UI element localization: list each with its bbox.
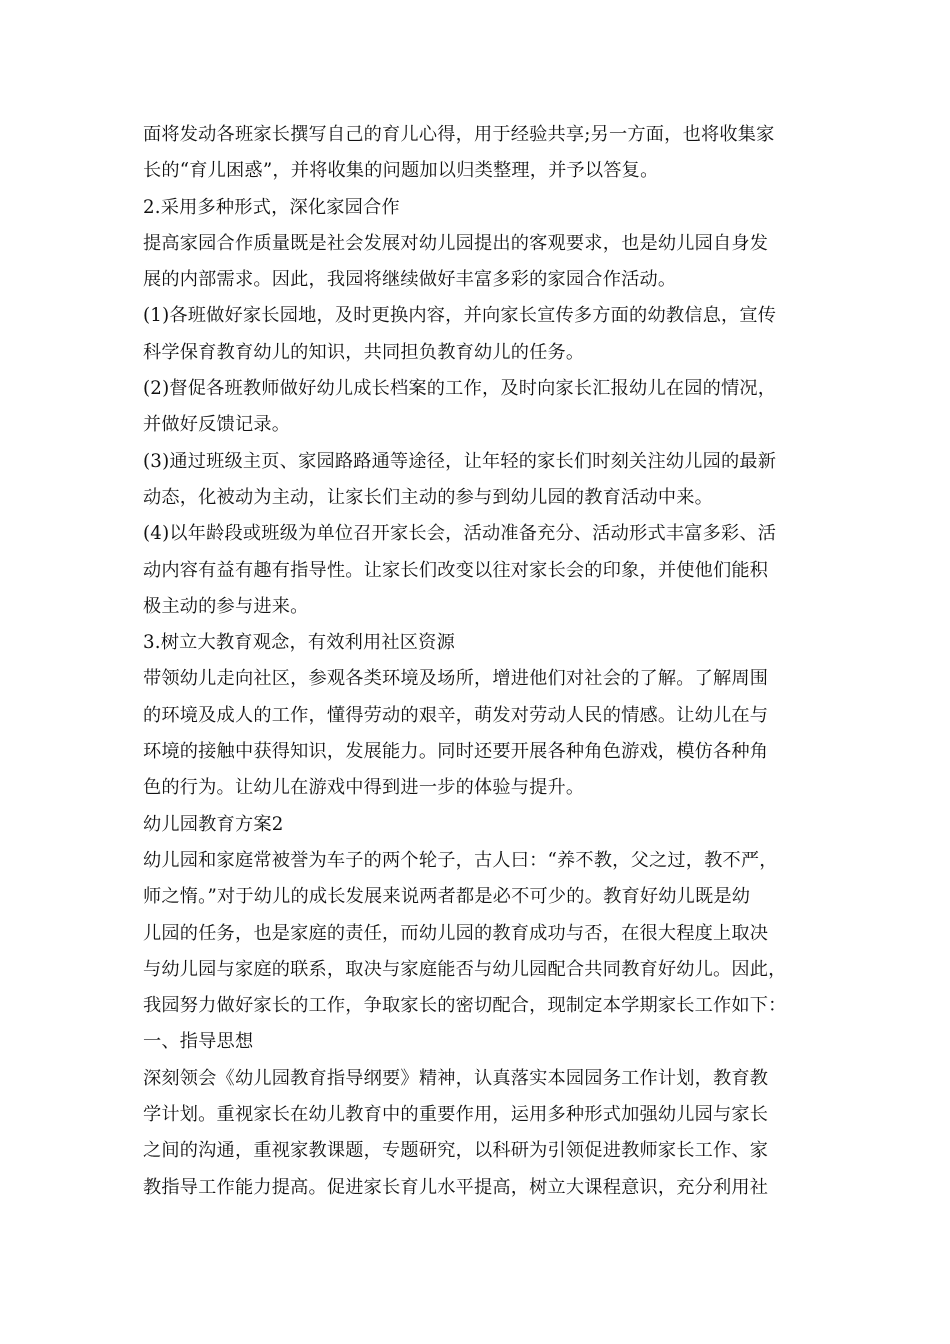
section-heading: 3.树立大教育观念，有效利用社区资源 xyxy=(143,632,455,654)
text-line: 幼儿园和家庭常被誉为车子的两个轮子，古人曰：“养不教，父之过，教不严， xyxy=(143,849,778,871)
text-line: 面将发动各班家长撰写自己的育儿心得，用于经验共享;另一方面，也将收集家 xyxy=(143,124,775,145)
text-line: 动内容有益有趣有指导性。让家长们改变以往对家长会的印象，并使他们能积 xyxy=(143,559,769,581)
text-line: 环境的接触中获得知识，发展能力。同时还要开展各种角色游戏，模仿各种角 xyxy=(143,741,769,763)
list-item-1: (1)各班做好家长园地，及时更换内容，并向家长宣传多方面的幼教信息，宣传 xyxy=(143,305,777,327)
list-item-4: (4)以年龄段或班级为单位召开家长会，活动准备充分、活动形式丰富多彩、活 xyxy=(143,523,777,545)
text-line: 长的“育儿困惑”，并将收集的问题加以归类整理，并予以答复。 xyxy=(143,160,659,182)
text-line: 儿园的任务，也是家庭的责任，而幼儿园的教育成功与否，在很大程度上取决 xyxy=(143,922,769,944)
text-line: 之间的沟通，重视家教课题，专题研究，以科研为引领促进教师家长工作、家 xyxy=(143,1140,769,1162)
document-body xyxy=(143,117,811,1206)
text-line: 师之惰。”对于幼儿的成长发展来说两者都是必不可少的。教育好幼儿既是幼 xyxy=(143,886,751,908)
text-line: 学计划。重视家长在幼儿教育中的重要作用，运用多种形式加强幼儿园与家长 xyxy=(143,1104,769,1126)
text-line: 深刻领会《幼儿园教育指导纲要》精神，认真落实本园园务工作计划，教育教 xyxy=(143,1067,769,1089)
section-heading: 2.采用多种形式，深化家园合作 xyxy=(143,196,400,218)
text-line: 我园努力做好家长的工作，争取家长的密切配合，现制定本学期家长工作如下： xyxy=(143,995,787,1017)
text-line: 的环境及成人的工作，懂得劳动的艰辛，萌发对劳动人民的情感。让幼儿在与 xyxy=(143,704,769,726)
document-title: 幼儿园教育方案2 xyxy=(143,813,284,835)
text-line: 极主动的参与进来。 xyxy=(143,595,309,617)
text-line: 动态，化被动为主动，让家长们主动的参与到幼儿园的教育活动中来。 xyxy=(143,486,714,508)
text-line: 带领幼儿走向社区，参观各类环境及场所，增进他们对社会的了解。了解周围 xyxy=(143,668,769,690)
text-line: 色的行为。让幼儿在游戏中得到进一步的体验与提升。 xyxy=(143,777,585,799)
list-item-2: (2)督促各班教师做好幼儿成长档案的工作，及时向家长汇报幼儿在园的情况， xyxy=(143,378,777,400)
text-line: 科学保育教育幼儿的知识，共同担负教育幼儿的任务。 xyxy=(143,341,585,363)
text-line: 并做好反馈记录。 xyxy=(143,414,291,436)
text-line: 展的内部需求。因此，我园将继续做好丰富多彩的家园合作活动。 xyxy=(143,269,677,291)
section-heading: 一、指导思想 xyxy=(143,1031,254,1053)
text-line: 提高家园合作质量既是社会发展对幼儿园提出的客观要求，也是幼儿园自身发 xyxy=(143,232,769,254)
text-line: 教指导工作能力提高。促进家长育儿水平提高，树立大课程意识，充分利用社 xyxy=(143,1176,769,1198)
list-item-3: (3)通过班级主页、家园路路通等途径，让年轻的家长们时刻关注幼儿园的最新 xyxy=(143,450,777,472)
text-line: 与幼儿园与家庭的联系，取决与家庭能否与幼儿园配合共同教育好幼儿。因此， xyxy=(143,958,787,980)
